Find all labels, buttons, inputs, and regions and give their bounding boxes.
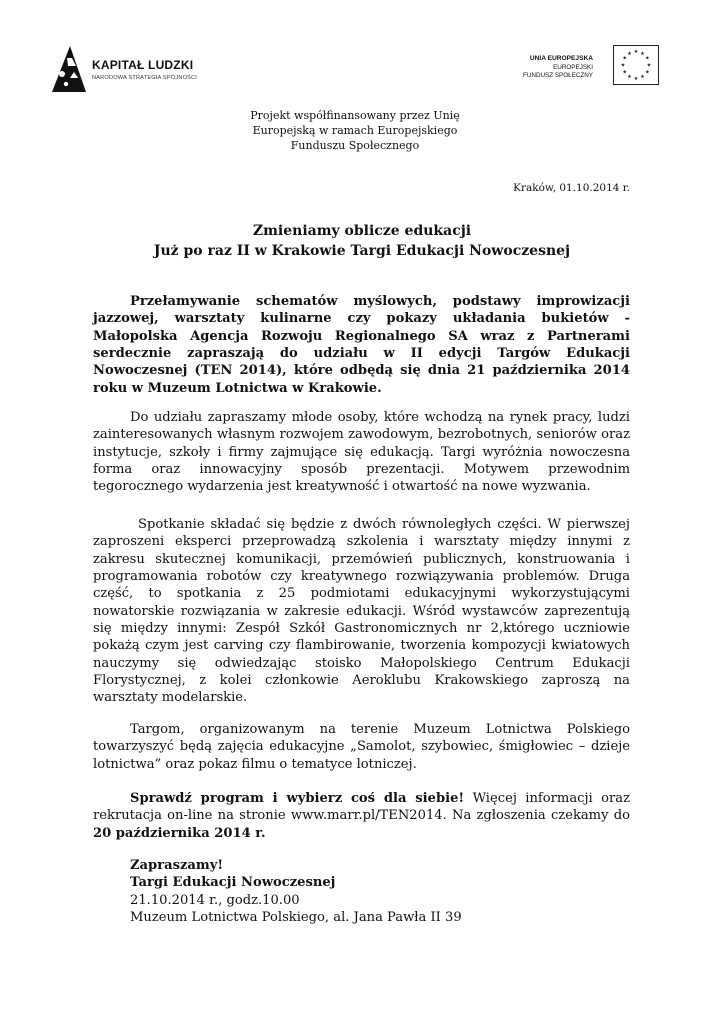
closing-date-time: 21.10.2014 r., godz.10.00	[130, 892, 300, 908]
project-line2: Europejską w ramach Europejskiego	[252, 124, 458, 137]
svg-text:★: ★	[627, 74, 632, 80]
svg-text:★: ★	[633, 49, 639, 55]
paragraph-participants: Do udziału zapraszamy młode osoby, które wchodzą na rynek pracy, ludzi zainteresowanych własnym rozwojem zawodowym, bezrobotnych, seniorów oraz instytucje, szkoły i firmy zajmujące się edukacją. Targi wyróżnia nowoczesna forma oraz innowacyjny sposób prezentacji. Motywem przewodnim tegorocznego wydarzenia jest kreatywność i otwartość na nowe wyzwania.	[93, 410, 630, 495]
paragraph-accompanying-events: Targom, organizowanym na terenie Muzeum Lotnictwa Polskiego towarzyszyć będą zajęcia edukacyjne „Samolot, szybowiec, śmigłowiec – dzieje lotnictwa” oraz pokaz filmu o tematyce lotniczej.	[93, 722, 630, 772]
intro-paragraph: Przełamywanie schematów myślowych, podstawy improwizacji jazzowej, warsztaty kulinarne czy pokazy układania bukietów - Małopolska Agencja Rozwoju Regionalnego SA wraz z Partnerami serdecznie zapraszają do udziału w II edycji Targów Edukacji Nowoczesnej (TEN 2014), które odbędą się dnia 21 października 2014 roku w Muzeum Lotnictwa w Krakowie.	[93, 294, 630, 396]
kapital-ludzki-logo	[50, 44, 220, 94]
kapital-ludzki-emblem-icon	[50, 44, 88, 94]
kapital-ludzki-title: KAPITAŁ LUDZKI	[92, 58, 194, 72]
title-line1: Zmieniamy oblicze edukacji	[252, 223, 472, 239]
cta-text: Więcej informacji oraz rekrutacja on-line na stronie www.marr.pl/TEN2014. Na zgłoszenia czekamy do	[93, 791, 630, 824]
closing-event-name: Targi Edukacji Nowoczesnej	[130, 875, 336, 891]
title-line2: Już po raz II w Krakowie Targi Edukacji Nowoczesnej	[153, 243, 571, 259]
eu-line2: EUROPEJSKI	[553, 63, 593, 71]
project-funding-note	[220, 108, 490, 153]
svg-text:★: ★	[633, 76, 639, 82]
svg-text:★: ★	[646, 62, 652, 69]
svg-text:★: ★	[640, 50, 645, 57]
paragraph-program: Spotkanie składać się będzie z dwóch równoległych części. W pierwszej zaproszeni eksperci przeprowadzą szkolenia i warsztaty między innymi z zakresu skutecznej komunikacji, przemówień publicznych, konstruowania i programowania robotów czy kreatywnego rozwiązywania problemów. Druga część, to spotkania z 25 podmiotami edukacyjnymi wykorzystującymi nowatorskie rozwiązania w zakresie edukacji. Wśród wystawców zaprezentują się między innymi: Zespół Szkół Gastronomicznych nr 2,którego uczniowie pokażą czym jest carving czy flambirowanie, tworzenia kompozycji kwiatowych nauczymy się odwiedzając stoisko Małopolskiego Centrum Edukacji Florystycznej, z kolei członkowie Aeroklubu Krakowskiego zaproszą na warsztaty modelarskie.	[93, 517, 630, 706]
svg-text:★: ★	[640, 74, 645, 80]
cta-deadline: 20 października 2014 r.	[93, 825, 266, 841]
svg-text:★: ★	[627, 50, 632, 57]
eu-line3: FUNDUSZ SPOŁECZNY	[523, 72, 593, 79]
svg-text:★: ★	[622, 69, 628, 76]
eu-flag-icon	[613, 45, 659, 85]
eu-logo	[505, 45, 655, 87]
eu-text	[523, 55, 593, 81]
kapital-ludzki-subtitle: NARODOWA STRATEGIA SPÓJNOŚCI	[92, 75, 198, 81]
svg-text:★: ★	[622, 55, 628, 62]
svg-text:★: ★	[644, 69, 650, 76]
document-title	[90, 221, 634, 261]
project-line1: Projekt współfinansowany przez Unię	[250, 109, 460, 122]
svg-text:★: ★	[644, 55, 650, 62]
eu-line1: UNIA EUROPEJSKA	[529, 55, 593, 62]
cta-bold: Sprawdź program i wybierz coś dla siebie!	[130, 791, 465, 806]
closing-venue: Muzeum Lotnictwa Polskiego, al. Jana Pawła II 39	[130, 910, 462, 926]
project-line3: Funduszu Społecznego	[290, 139, 420, 152]
svg-text:★: ★	[620, 62, 626, 69]
closing-block	[130, 857, 630, 926]
call-to-action-paragraph	[93, 790, 630, 842]
document-date: Kraków, 01.10.2014 r.	[513, 182, 630, 194]
closing-invite: Zapraszamy!	[130, 858, 224, 873]
